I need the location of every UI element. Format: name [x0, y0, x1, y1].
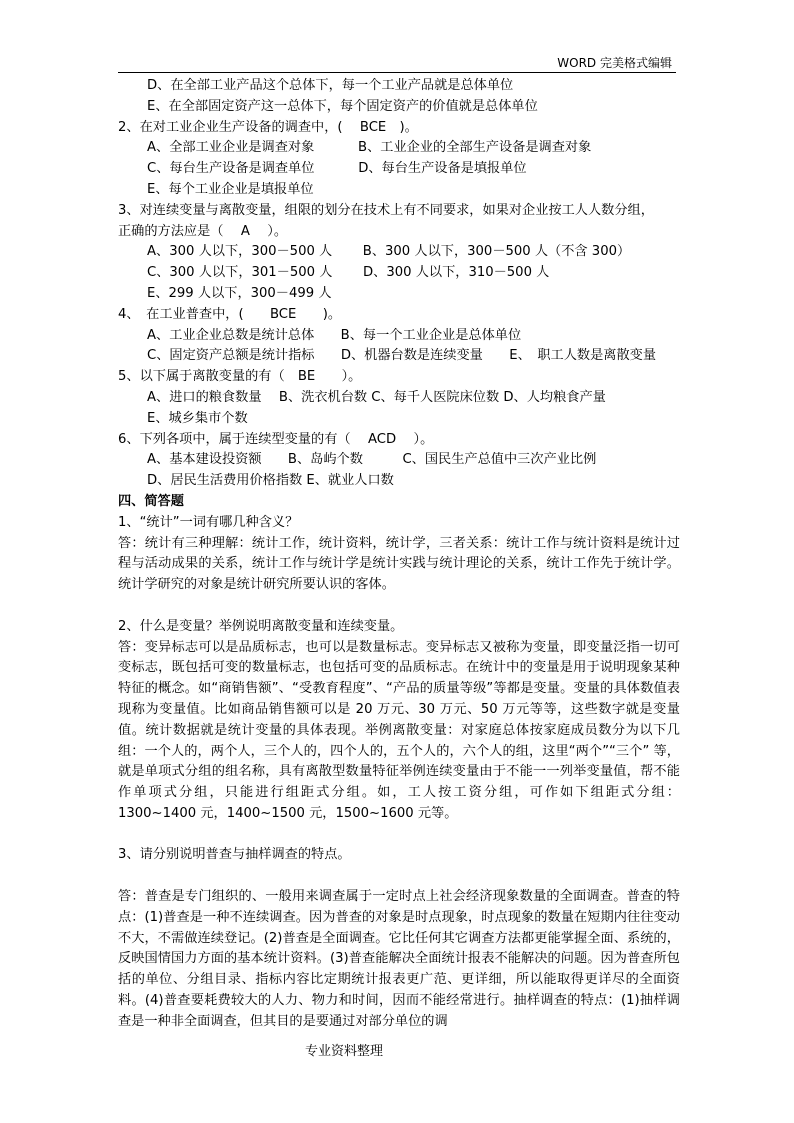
choice-option: C、固定资产总额是统计指标 D、机器台数是连续变量 E、 职工人数是离散变量 — [147, 348, 657, 364]
question-2 — [118, 617, 680, 825]
choice-option: A、300 人以下，300－500 人 B、300 人以下，300－500 人（不含 300） — [147, 244, 631, 260]
choice-option: C、每台生产设备是调查单位 D、每台生产设备是填报单位 — [147, 161, 527, 177]
choice-option: C、300 人以下，301－500 人 D、300 人以下，310－500 人 — [147, 265, 550, 281]
choice-option: A、基本建设投资额 B、岛屿个数 C、国民生产总值中三次产业比例 — [147, 452, 597, 468]
question-text: 1、“统计”一词有哪几种含义？ — [118, 514, 299, 530]
question-1 — [118, 513, 680, 596]
header-text: WORD 完美格式编辑 — [557, 56, 672, 70]
choice-question: 正确的方法应是（ A ）。 — [118, 223, 288, 239]
choice-option: D、居民生活费用价格指数 E、就业人口数 — [147, 473, 394, 489]
choice-option: A、进口的粮食数量 B、洗衣机台数 C、每千人医院床位数 D、人均粮食产量 — [147, 389, 606, 405]
choice-option: E、每个工业企业是填报单位 — [147, 181, 314, 197]
document-body — [118, 76, 680, 1033]
choice-option: D、在全部工业产品这个总体下，每一个工业产品就是总体单位 — [147, 78, 514, 93]
choice-option: E、在全部固定资产这一总体下，每个固定资产的价值就是总体单位 — [147, 98, 538, 114]
choice-question: 2、在对工业企业生产设备的调查中，( BCE )。 — [118, 119, 418, 135]
question-3 — [118, 845, 680, 1032]
answer-text: 答：统计有三种理解：统计工作，统计资料，统计学，三者关系：统计工作与统计资料是统计过程与活动成果的关系，统计工作与统计学是统计实践与统计理论的关系，统计工作先于统计学。统计学研究的对象是统计研究所要认识的客体。 — [118, 535, 680, 593]
choice-option: A、全部工业企业是调查对象 B、工业企业的全部生产设备是调查对象 — [147, 140, 592, 156]
page-header — [118, 52, 676, 73]
section-title: 四、简答题 — [118, 493, 184, 509]
page-footer: 专业资料整理 — [305, 1044, 384, 1059]
question-text: 2、什么是变量？举例说明离散变量和连续变量。 — [118, 618, 404, 634]
question-text: 3、请分别说明普查与抽样调查的特点。 — [118, 847, 351, 863]
choice-question: 3、对连续变量与离散变量，组限的划分在技术上有不同要求，如果对企业按工人人数分组， — [118, 202, 654, 218]
answer-text: 答：变异标志可以是品质标志，也可以是数量标志。变异标志又被称为变量，即变量泛指一切可变标志，既包括可变的数量标志，也包括可变的品质标志。在统计中的变量是用于说明现象某种特征的概念。如“商销售额”、“受教育程度”、“产品的质量等级”等都是变量。变量的具体数值表现称为变量值。比如商品销售额可以是 20 万元、30 万元、50 万元等等，这些数字就是变量值。统计数据就是统计变量的具体表现。举例离散变量：对家庭总体按家庭成员数分为以下几组：一个人的，两个人，三个人的，四个人的，五个人的，六个人的组，这里“两个”“三个” 等，就是单项式分组的组名称，具有离散型数量特征举例连续变量由于不能一一列举变量值，帮不能作单项式分组，只能进行组距式分组。如，工人按工资分组，可作如下组距式分组：1300~1400 元，1400~1500 元，1500~1600 元等。 — [118, 639, 680, 821]
choice-question: 5、以下属于离散变量的有（ BE ）。 — [118, 369, 362, 385]
choice-option: A、工业企业总数是统计总体 B、每一个工业企业是总体单位 — [147, 327, 522, 343]
answer-text: 答：普查是专门组织的、一般用来调查属于一定时点上社会经济现象数量的全面调查。普查的特点：(1)普查是一种不连续调查。因为普查的对象是时点现象，时点现象的数量在短期内往往变动不大，不需做连续登记。(2)普查是全面调查。它比任何其它调查方法都更能掌握全面、系统的，反映国情国力方面的基本统计资料。(3)普查能解决全面统计报表不能解决的问题。因为普查所包括的单位、分组目录、指标内容比定期统计报表更广范、更详细，所以能取得更详尽的全面资料。(4)普查要耗费较大的人力、物力和时间，因而不能经常进行。抽样调查的特点：(1)抽样调查是一种非全面调查，但其目的是要通过对部分单位的调 — [118, 889, 680, 1029]
choice-questions — [118, 76, 680, 492]
choice-option: E、城乡集市个数 — [147, 410, 248, 426]
choice-question: 6、下列各项中，属于连续型变量的有（ ACD ）。 — [118, 431, 434, 447]
choice-question: 4、 在工业普查中，( BCE )。 — [118, 306, 342, 322]
choice-option: E、299 人以下，300－499 人 — [147, 285, 332, 301]
